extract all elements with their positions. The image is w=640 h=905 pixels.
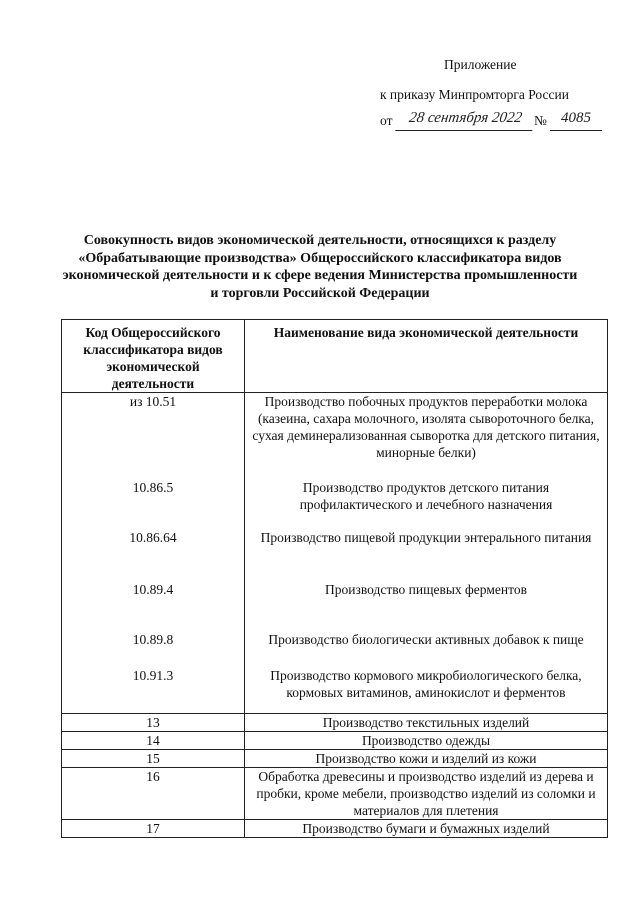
number-sign: №	[534, 113, 547, 128]
table-row	[62, 393, 608, 480]
handwritten-number: 4085	[550, 106, 602, 131]
table-row	[62, 667, 608, 714]
table-row	[62, 820, 608, 838]
row-name: Производство бумаги и бумажных изделий	[245, 820, 608, 838]
row-code: 10.86.64	[62, 529, 245, 581]
row-code: 13	[62, 714, 245, 732]
row-code: 10.86.5	[62, 479, 245, 529]
row-name: Производство побочных продуктов переработки молока (казеина, сахара молочного, изолята сывороточного белка, сухая деминерализованная сыворотка для детского питания, минорные белки)	[245, 393, 608, 480]
row-name: Производство одежды	[245, 732, 608, 750]
row-code: 14	[62, 732, 245, 750]
table-header-row	[62, 320, 608, 393]
table-row	[62, 714, 608, 732]
column-header-code: Код Общероссийского классификатора видов экономической деятельности	[62, 320, 245, 393]
table-row	[62, 750, 608, 768]
column-header-name: Наименование вида экономической деятельности	[245, 320, 608, 393]
table-row	[62, 581, 608, 631]
table-row	[62, 479, 608, 529]
handwritten-date: 28 сентября 2022	[395, 106, 536, 131]
row-code: из 10.51	[62, 393, 245, 480]
order-date-line	[380, 108, 620, 134]
row-name: Производство биологически активных добавок к пище	[245, 631, 608, 667]
row-name: Производство кожи и изделий из кожи	[245, 750, 608, 768]
table-row	[62, 529, 608, 581]
annex-label: Приложение	[444, 57, 517, 72]
order-reference: к приказу Минпромторга России	[380, 87, 569, 102]
annex-header	[380, 52, 620, 134]
row-code: 15	[62, 750, 245, 768]
row-code: 10.91.3	[62, 667, 245, 714]
row-name: Производство кормового микробиологического белка, кормовых витаминов, аминокислот и ферментов	[245, 667, 608, 714]
row-code: 10.89.4	[62, 581, 245, 631]
row-code: 10.89.8	[62, 631, 245, 667]
row-name: Производство текстильных изделий	[245, 714, 608, 732]
table-row	[62, 631, 608, 667]
row-name: Производство пищевых ферментов	[245, 581, 608, 631]
activity-table	[61, 319, 608, 838]
row-name: Производство пищевой продукции энтерального питания	[245, 529, 608, 581]
table-row	[62, 768, 608, 820]
row-name: Производство продуктов детского питания профилактического и лечебного назначения	[245, 479, 608, 529]
from-prefix: от	[380, 113, 393, 128]
row-name: Обработка древесины и производство изделий из дерева и пробки, кроме мебели, производство изделий из соломки и материалов для плетения	[245, 768, 608, 820]
row-code: 16	[62, 768, 245, 820]
table-row	[62, 732, 608, 750]
document-title: Совокупность видов экономической деятельности, относящихся к разделу «Обрабатывающие производства» Общероссийского классификатора видов экономической деятельности и к сфере ведения Министерства промышленности и торговли Российской Федерации	[62, 233, 578, 301]
row-code: 17	[62, 820, 245, 838]
